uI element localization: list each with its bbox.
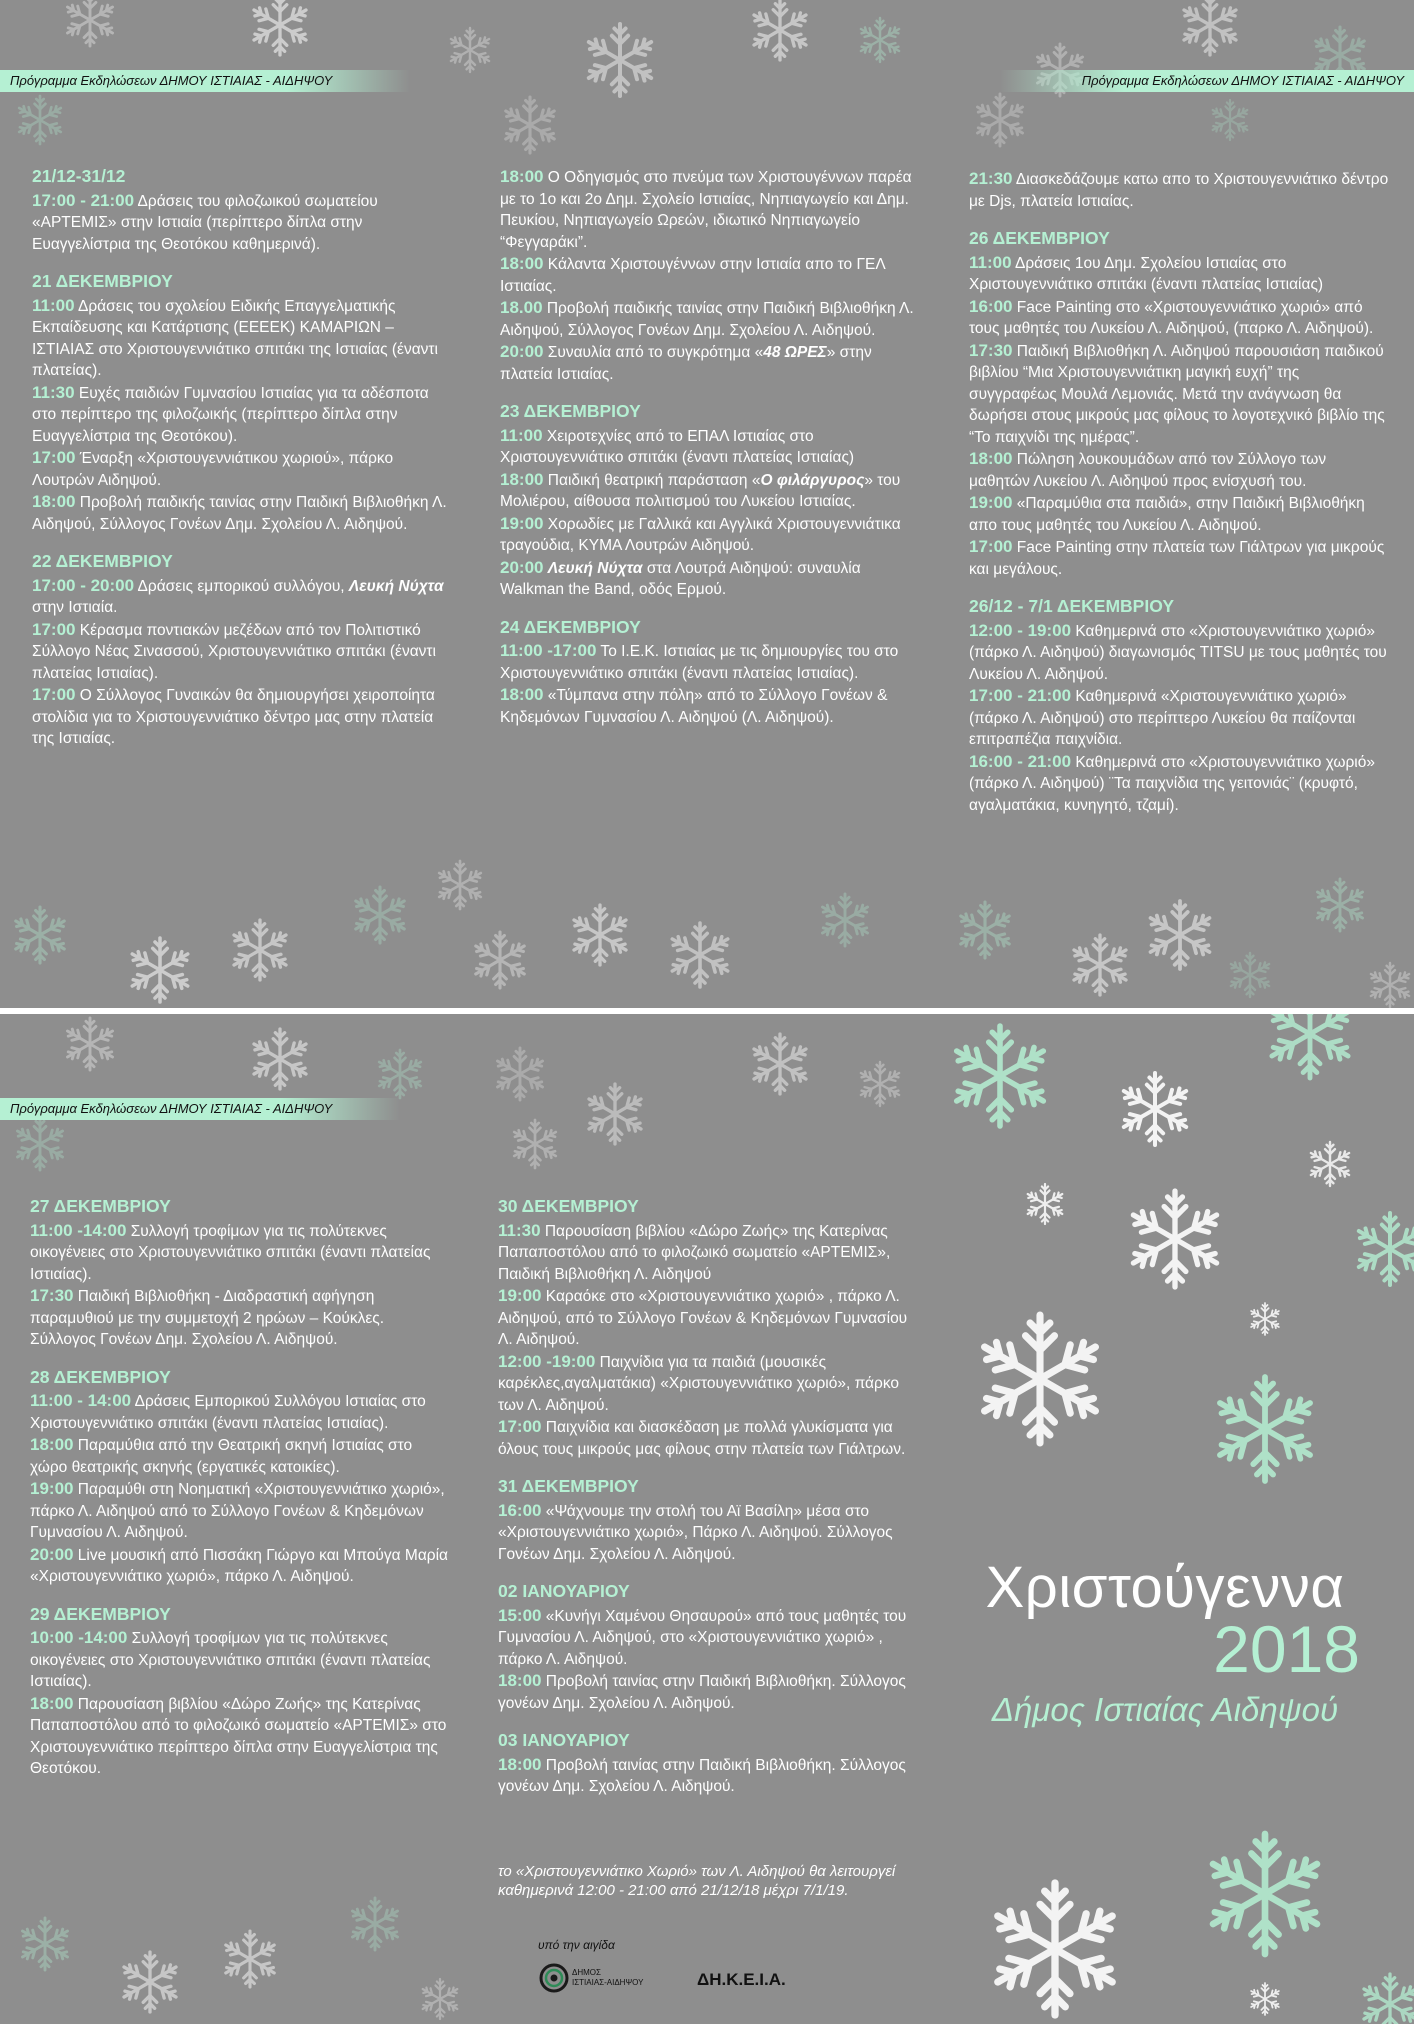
aegis-label: υπό την αιγίδα <box>538 1938 615 1952</box>
day-heading: 21/12-31/12 <box>32 166 126 186</box>
event-item <box>969 448 1389 492</box>
event-time: 18:00 <box>498 1671 542 1690</box>
event-time: 11:00 - 14:00 <box>30 1391 132 1410</box>
snowflake-icon <box>1220 1377 1310 1481</box>
snowflake-icon <box>234 920 286 980</box>
event-text: Παραμύθι στη Νοηματική «Χριστουγεννιάτικο χωριό», πάρκο Λ. Αιδηψού από το Σύλλογο Γονέων & Κηδεμόνων Γυμνασίου Λ. Αιδηψού. <box>30 1481 445 1541</box>
event-time: 19:00 <box>969 493 1013 512</box>
event-time: 17:00 <box>32 448 76 467</box>
event-item <box>500 425 920 469</box>
event-time: 11:00 <box>32 295 75 315</box>
snowflake-icon <box>822 894 867 946</box>
event-item <box>498 1754 918 1798</box>
event-time: 17:00 - 21:00 <box>32 190 135 210</box>
snowflake-icon <box>514 1120 556 1168</box>
event-text: Δράσεις του φιλοζωικού σωματείου «ΑΡΤΕΜΙΣ» στην Ιστιαία (περίπτερο δίπλα στην Ευαγγελίστρια της Θεοτόκου καθημερινά). <box>32 192 378 253</box>
event-text: Live μουσική από Πισσάκη Γιώργο και Μπούγα Μαρία «Χριστουγεννιάτικο χωριό», πάρκο Λ. Αιδηψού. <box>30 1546 449 1585</box>
event-time: 18:00 <box>500 685 544 704</box>
snowflake-icon <box>356 887 404 943</box>
event-time: 18:00 <box>30 1435 74 1454</box>
event-time: 17:00 <box>32 619 76 639</box>
snowflake-icon <box>574 905 626 965</box>
event-time: 18:00 <box>500 254 544 273</box>
snowflake-icon <box>423 1979 458 2019</box>
event-item <box>30 1434 450 1478</box>
logo-text-2: ΙΣΤΙΑΙΑΣ-ΑΙΔΗΨΟΥ <box>572 1978 644 1987</box>
snowflake-icon <box>1251 1303 1279 1335</box>
snowflake-icon <box>977 94 1022 146</box>
snowflake-icon <box>861 1062 899 1106</box>
day-heading: 31 ΔΕΚΕΜΒΡΙΟΥ <box>498 1476 639 1496</box>
event-text-after: στην Ιστιαία. <box>32 599 118 616</box>
snowflake-icon <box>439 861 481 909</box>
schedule-column <box>498 1196 918 1798</box>
event-item <box>498 1285 918 1351</box>
event-time: 11:00 <box>969 252 1012 272</box>
event-time: 10:00 -14:00 <box>30 1628 128 1647</box>
event-text: Παιδική Βιβλιοθήκη - Διαδραστική αφήγηση παραμυθιού με την συμμετοχή 2 ηρώων – Κούκλες. Σύλλογος Γονέων Δημ. Σχολείου Λ. Αιδηψού. <box>30 1288 385 1348</box>
event-item <box>498 1220 918 1286</box>
event-time: 17:00 - 21:00 <box>969 686 1072 705</box>
day-heading: 23 ΔΕΚΕΜΒΡΙΟΥ <box>500 401 641 421</box>
snowflake-icon <box>861 18 899 62</box>
event-text: Προβολή παιδικής ταινίας στην Παιδική Βιβλιοθήκη Λ. Αιδηψού, Σύλλογος Γονέων Δημ. Σχολείου Λ. Αιδηψού. <box>500 300 914 339</box>
event-text: Παιδική Βιβλιοθήκη Λ. Αιδηψού παρουσιάση παιδικού βιβλίου “Μια Χριστουγεννιάτικη μαγική ευχή” της συγγραφέως Μουλά Λεμονιάς. Μετά την ανάγνωση θα δωρήσει στους μικρούς μας φίλους το λογοτεχνικό βιβλίο της “Το παιχνίδι της ημέρας”. <box>969 342 1385 446</box>
event-text: «Κυνήγι Χαμένου Θησαυρού» από τους μαθητές του Γυμνασίου Λ. Αιδηψού, στο «Χριστουγεννιάτικο χωριό» , πάρκο Λ. Αιδηψού. <box>498 1607 907 1668</box>
event-time: 17:00 <box>498 1417 542 1436</box>
day-heading: 24 ΔΕΚΕΜΒΡΙΟΥ <box>500 616 641 637</box>
event-highlight: 48 ΩΡΕΣ <box>763 344 827 361</box>
event-text: Παιχνίδια και διασκέδαση με πολλά γλυκίσματα για όλους τους μικρούς μας φίλους στην πλατεία των Γιάλτρων. <box>498 1419 906 1458</box>
title-main: Χριστούγεννα <box>985 1555 1345 1620</box>
event-time: 17:00 - 20:00 <box>32 575 135 595</box>
event-item <box>498 1416 918 1460</box>
event-item <box>30 1627 450 1693</box>
event-item <box>500 513 920 557</box>
event-text: Face Painting στο «Χριστουγεννιάτικο χωριό» από τους μαθητές του Λυκείου Λ. Αιδηψού, (παρκο Λ. Αιδηψού). <box>969 298 1374 337</box>
snowflake-icon <box>1074 935 1126 995</box>
event-item <box>32 491 452 535</box>
event-text: «Ψάχνουμε την στολή του Αϊ Βασίλη» μέσα στο «Χριστουγεννιάτικο χωριό», Πάρκο Λ. Αιδηψού. Σύλλογος Γονέων Δημ. Σχολείου Λ. Αιδηψού. <box>498 1502 893 1563</box>
event-text: Καθημερινά «Χριστουγεννιάτικο χωριό» (πάρκο Λ. Αιδηψού) στο περίπτερο Λυκείου θα παίζονται επιτραπέζια παιχνίδια. <box>969 688 1356 748</box>
snowflake-icon <box>957 1026 1044 1126</box>
snowflake-icon <box>17 1118 62 1170</box>
event-item <box>30 1693 450 1780</box>
snowflake-icon <box>226 1931 274 1987</box>
event-time: 18:00 <box>969 449 1013 468</box>
event-text: Ευχές παιδιών Γυμνασίου Ιστιαίας για τα αδέσποτα στο περίπτερο της φιλοζωικής (περίπτερο δίπλα στην Ευαγγελίστρια της Θεοτόκου). <box>32 384 429 445</box>
logo-text-1: ΔΗΜΟΣ <box>572 1968 601 1977</box>
village-hours-note: το «Χριστουγεννιάτικο Χωριό» των Λ. Αιδηψού θα λειτουργεί καθημερινά 12:00 - 21:00 από 21/12/18 μέχρι 7/1/19. <box>498 1863 896 1899</box>
event-item <box>30 1285 450 1351</box>
snowflake-icon <box>1272 1014 1348 1078</box>
event-time: 18:00 <box>500 167 544 186</box>
snowflake-icon <box>506 97 554 153</box>
event-item <box>30 1544 450 1588</box>
snowflake-icon <box>754 1034 806 1094</box>
event-text: Κέρασμα ποντιακών μεζέδων από τον Πολιτιστικό Σύλλογο Νέας Σινασσού, Χριστουγεννιάτικο σπιτάκι (έναντι πλατείας Ιστιαίας). <box>32 621 436 682</box>
event-text: Προβολή ταινίας στην Παιδική Βιβλιοθήκη. Σύλλογος γονέων Δημ. Σχολείου Λ. Αιδηψού. <box>498 1756 906 1795</box>
event-time: 20:00 <box>500 557 544 577</box>
header-bar-left <box>0 70 410 92</box>
header-label: Πρόγραμμα Εκδηλώσεων ΔΗΜΟΥ ΙΣΤΙΑΙΑΣ - ΑΙΔΗΨΟΥ <box>10 1101 333 1116</box>
event-time: 12:00 - 19:00 <box>969 620 1072 640</box>
municipality-logo <box>538 1960 678 1996</box>
event-highlight: Λευκή Νύχτα <box>547 559 643 577</box>
event-item <box>500 469 920 513</box>
snowflake-icon <box>754 0 806 60</box>
snowflake-icon <box>1124 1073 1186 1145</box>
event-time: 15:00 <box>498 1605 542 1625</box>
day-heading: 03 ΙΑΝΟΥΑΡΙΟΥ <box>498 1730 630 1750</box>
event-item <box>32 295 452 382</box>
snowflake-icon <box>961 902 1009 958</box>
event-item <box>969 620 1389 686</box>
day-heading: 26 ΔΕΚΕΜΒΡΙΟΥ <box>969 228 1110 248</box>
event-text: Διασκεδάζουμε κατω απο το Χριστουγεννιάτικο δέντρο με Djs, πλατεία Ιστιαίας. <box>969 171 1389 210</box>
event-text: Κάλαντα Χριστουγέννων στην Ιστιαία απο το ΓΕΛ Ιστιαίας. <box>500 256 885 295</box>
snowflake-icon <box>1151 901 1210 969</box>
event-time: 11:00 -14:00 <box>30 1220 127 1240</box>
event-text: Χειροτεχνίες από το ΕΠΑΛ Ιστιαίας στο Χριστουγεννιάτικο σπιτάκι (έναντι πλατείας Ιστιαίας) <box>500 427 855 466</box>
event-item <box>498 1670 918 1714</box>
event-item <box>969 751 1389 817</box>
event-item <box>500 253 920 297</box>
snowflake-icon <box>1371 963 1409 1007</box>
event-text: Παιδική θεατρική παράσταση « <box>543 471 761 489</box>
event-text: Συλλογή τροφίμων για τις πολύτεκνες οικογένειες στο Χριστουγεννιάτικο σπιτάκι (έναντι πλατείας Ιστιαίας). <box>30 1630 431 1690</box>
event-highlight: Λευκή Νύχτα <box>348 577 444 595</box>
event-time: 11:30 <box>32 382 75 402</box>
event-time: 11:00 -17:00 <box>500 641 597 660</box>
day-heading: 27 ΔΕΚΕΜΒΡΙΟΥ <box>30 1196 171 1216</box>
event-text: Δράσεις εμπορικού συλλόγου, <box>134 577 349 595</box>
snowflake-icon <box>497 1048 542 1100</box>
event-item <box>969 492 1389 536</box>
event-item <box>969 168 1389 212</box>
snowflake-icon <box>1364 1974 1414 2024</box>
schedule-column <box>969 168 1389 816</box>
event-time: 11:00 <box>500 425 543 445</box>
event-text: Καραόκε στο «Χριστουγεννιάτικο χωριό» , πάρκο Λ. Αιδηψού, από το Σύλλογο Γονέων & Κηδεμόνων Γυμνασίου Λ. Αιδηψού. <box>498 1288 908 1348</box>
event-item <box>32 190 452 256</box>
snowflake-icon <box>1184 0 1236 55</box>
title-block <box>955 1554 1375 1729</box>
snowflake-icon <box>19 96 61 144</box>
event-text: «Παραμύθια στα παιδιά», στην Παιδική Βιβλιοθήκη απο τους μαθητές του Λυκείου Λ. Αιδηψού. <box>969 495 1365 534</box>
event-time: 20:00 <box>500 342 544 361</box>
snowflake-icon <box>132 938 187 1002</box>
event-item <box>500 166 920 253</box>
snowflake-icon <box>451 28 489 72</box>
day-heading: 26/12 - 7/1 ΔΕΚΕΜΒΡΙΟΥ <box>969 596 1174 616</box>
event-item <box>32 447 452 491</box>
event-text: Παρουσίαση βιβλίου «Δώρο Ζωής» της Κατερίνας Παπαποστόλου από το φιλοζωικό σωματείο «ΑΡΤΕΜΙΣ», Παιδική Βιβλιοθήκη Λ. Αιδηψού <box>498 1222 891 1283</box>
snowflake-icon <box>476 932 524 988</box>
event-time: 18:00 <box>500 469 544 489</box>
event-item <box>32 382 452 448</box>
day-heading: 28 ΔΕΚΕΜΒΡΙΟΥ <box>30 1366 171 1387</box>
event-text: Face Painting στην πλατεία των Γιάλτρων για μικρούς και μεγάλους. <box>969 539 1385 578</box>
day-heading: 29 ΔΕΚΕΜΒΡΙΟΥ <box>30 1603 171 1624</box>
event-time: 19:00 <box>30 1479 74 1498</box>
snowflake-icon <box>589 24 651 96</box>
header-bar-right <box>1000 70 1414 92</box>
event-time: 21:30 <box>969 169 1013 188</box>
event-text: «Τύμπανα στην πόλη» από το Σύλλογο Γονέων & Κηδεμόνων Γυμνασίου Λ. Αιδηψού (Λ. Αιδηψού). <box>500 687 888 726</box>
event-item <box>30 1478 450 1544</box>
event-text: Δράσεις 1ου Δημ. Σχολείου Ιστιαίας στο Χριστουγεννιάτικο σπιτάκι (έναντι πλατείας Ιστιαίας) <box>969 254 1324 293</box>
event-text: Πώληση λουκουμάδων από τον Σύλλογο των μαθητών Λυκείου Λ. Αιδηψού προς ενίσχυσή του. <box>969 451 1327 490</box>
day-heading: 02 ΙΑΝΟΥΑΡΙΟΥ <box>498 1581 630 1601</box>
event-item <box>32 575 452 619</box>
snowflake-icon <box>1213 1834 1317 1954</box>
event-text: Παιχνίδια για τα παιδιά (μουσικές καρέκλες,αγαλματάκια) «Χριστουγεννιάτικο χωριό», πάρκο των Λ. Αιδηψού. <box>498 1353 900 1414</box>
schedule-column <box>500 166 920 728</box>
event-time: 17:00 <box>32 685 76 704</box>
event-item <box>32 684 452 750</box>
program-panel-top <box>0 0 1414 1008</box>
event-text: Καθημερινά στο «Χριστουγεννιάτικο χωριό» (πάρκο Λ. Αιδηψού) ¨Τα παιχνίδια της γειτονιάς¨ (κρυφτό, αγαλματάκια, κυνηγητό, τζαμί). <box>969 753 1375 814</box>
header-label: Πρόγραμμα Εκδηλώσεων ΔΗΜΟΥ ΙΣΤΙΑΙΑΣ - ΑΙΔΗΨΟΥ <box>1081 73 1404 88</box>
event-text: Ο Σύλλογος Γυναικών θα δημιουργήσει χειροποίητα στολίδια για το Χριστουγεννιάτικο δέντρο μας στην πλατεία της Ιστιαίας. <box>32 687 435 747</box>
snowflake-icon <box>254 0 306 55</box>
snowflake-icon <box>1251 1983 1279 2015</box>
event-item <box>969 685 1389 751</box>
event-text: Συναυλία από το συγκρότημα « <box>543 344 764 361</box>
event-text: Ο Οδηγισμός στο πνεύμα των Χριστουγέννων παρέα με το 1ο και 2ο Δημ. Σχολείο Ιστιαίας, Νηπιαγωγείο και Δημ. Πευκίου, Νηπιαγωγείο Ωρεών, ιδιωτικό Νηπιαγωγείο “Φεγγαράκι”. <box>500 169 912 251</box>
event-text-after: στα Λουτρά Αιδηψού: συναυλία Walkman the Band, οδός Ερμού. <box>500 559 861 598</box>
event-time: 18:00 <box>32 492 76 511</box>
header-label: Πρόγραμμα Εκδηλώσεων ΔΗΜΟΥ ΙΣΤΙΑΙΑΣ - ΑΙΔΗΨΟΥ <box>10 73 333 88</box>
title-year: 2018 <box>1213 1612 1360 1686</box>
event-item <box>498 1500 918 1566</box>
snowflake-icon <box>1213 100 1248 140</box>
snowflake-icon <box>998 1883 1112 2015</box>
day-heading: 21 ΔΕΚΕΜΒΡΙΟΥ <box>32 271 173 291</box>
event-item <box>500 684 920 728</box>
event-time: 19:00 <box>498 1286 542 1305</box>
program-panel-bottom <box>0 1014 1414 2024</box>
event-item <box>32 619 452 685</box>
event-item <box>969 296 1389 340</box>
event-time: 17:00 <box>969 537 1013 556</box>
event-highlight: Ο φιλάργυρος <box>760 471 865 489</box>
snowflake-icon <box>1231 953 1269 997</box>
event-time: 18:00 <box>498 1754 542 1774</box>
day-heading: 22 ΔΕΚΕΜΒΡΙΟΥ <box>32 551 173 571</box>
snowflake-icon <box>67 0 112 46</box>
snowflake-icon <box>67 1018 112 1070</box>
snowflake-icon <box>589 1084 641 1144</box>
title-municipality: Δήμος Ιστιαίας Αιδηψού <box>991 1691 1339 1728</box>
event-item <box>30 1220 450 1286</box>
event-time: 16:00 <box>498 1500 542 1520</box>
event-time: 16:00 - 21:00 <box>969 751 1072 771</box>
event-item <box>500 557 920 601</box>
event-time: 12:00 -19:00 <box>498 1351 596 1371</box>
event-item <box>498 1605 918 1671</box>
event-time: 19:00 <box>500 513 544 533</box>
schedule-column <box>32 166 452 750</box>
event-time: 18.00 <box>500 298 543 317</box>
event-item <box>969 536 1389 580</box>
event-item <box>500 341 920 385</box>
snowflake-icon <box>22 1918 67 1970</box>
event-item <box>969 340 1389 449</box>
event-text: Το Ι.Ε.Κ. Ιστιαίας με τις δημιουργίες του στο Χριστουγεννιάτικο σπιτάκι (έναντι πλατείας Ιστιαίας). <box>500 643 899 682</box>
snowflake-icon <box>1028 1184 1063 1224</box>
event-text: Συλλογή τροφίμων για τις πολύτεκνες οικογένειες στο Χριστουγεννιάτικο σπιτάκι (έναντι πλατείας Ιστιαίας). <box>30 1222 431 1283</box>
snowflake-icon <box>672 923 727 987</box>
event-time: 17:30 <box>30 1286 74 1305</box>
event-time: 11:30 <box>498 1220 541 1240</box>
snowflake-icon <box>352 1898 397 1950</box>
event-item <box>500 640 920 684</box>
snowflake-icon <box>985 1315 1096 1443</box>
event-item <box>498 1351 918 1417</box>
event-text: Παραμύθια από την Θεατρική σκηνή Ιστιαίας στο χώρο θεατρικής σκηνής (εργατικές κατοικίες). <box>30 1437 413 1476</box>
event-time: 18:00 <box>30 1693 74 1713</box>
header-bar-left <box>0 1098 400 1120</box>
event-item <box>969 252 1389 296</box>
day-heading: 30 ΔΕΚΕΜΒΡΙΟΥ <box>498 1196 639 1216</box>
event-time: 20:00 <box>30 1544 74 1564</box>
event-text: Παρουσίαση βιβλίου «Δώρο Ζωής» της Κατερίνας Παπαποστόλου από το φιλοζωικό σωματείο «ΑΡΤΕΜΙΣ» στο Χριστουγεννιάτικο περίπτερο δίπλα στην Ευαγγελίστρια της Θεοτόκου. <box>30 1695 447 1777</box>
dikeia-logo: ΔΗ.Κ.Ε.Ι.Α. <box>697 1970 786 1989</box>
event-text-after: » στην πλατεία Ιστιαίας. <box>500 344 872 383</box>
snowflake-icon <box>1317 879 1362 931</box>
event-time: 17:30 <box>969 340 1013 360</box>
snowflake-icon <box>1311 1142 1349 1186</box>
event-item <box>30 1390 450 1434</box>
event-text: Προβολή ταινίας στην Παιδική Βιβλιοθήκη. Σύλλογος γονέων Δημ. Σχολείου Λ. Αιδηψού. <box>498 1673 906 1712</box>
event-text: Δράσεις του σχολείου Ειδικής Επαγγελματικής Εκπαίδευσης και Κατάρτισης (ΕΕΕΕΚ) ΚΑΜΑΡΙΩΝ – ΙΣΤΙΑΙΑΣ στο Χριστουγεννιάτικο σπιτάκι της Ιστιαίας (έναντι πλατείας). <box>32 297 438 379</box>
event-text: Δράσεις Εμπορικού Συλλόγου Ιστιαίας στο Χριστουγεννιάτικο σπιτάκι (έναντι πλατείας Ιστιαίας). <box>30 1393 426 1432</box>
snowflake-icon <box>1133 1191 1216 1287</box>
snowflake-icon <box>379 1050 421 1098</box>
event-item <box>500 297 920 341</box>
event-text: Καθημερινά στο «Χριστουγεννιάτικο χωριό» (πάρκο Λ. Αιδηψού) διαγωνισμός TITSU με τους μαθητές του Λυκείου Λ. Αιδηψού. <box>969 622 1387 683</box>
event-text-after: » του Μολιέρου, αίθουσα πολιτισμού του Λυκείου Ιστιαίας. <box>500 471 901 510</box>
event-text: Χορωδίες με Γαλλικά και Αγγλικά Χριστουγεννιάτικα τραγούδια, ΚΥΜΑ Λουτρών Αιδηψού. <box>500 515 901 554</box>
snowflake-icon <box>254 1029 306 1089</box>
schedule-column <box>30 1196 450 1780</box>
snowflake-icon <box>1359 1213 1414 1285</box>
snowflake-icon <box>124 1952 176 2012</box>
event-text: Προβολή παιδικής ταινίας στην Παιδική Βιβλιοθήκη Λ. Αιδηψού, Σύλλογος Γονέων Δημ. Σχολείου Λ. Αιδηψού. <box>32 494 447 533</box>
event-text: Έναρξη «Χριστουγεννιάτικου χωριού», πάρκο Λουτρών Αιδηψού. <box>32 450 394 489</box>
event-time: 16:00 <box>969 296 1013 316</box>
snowflake-icon <box>16 907 64 963</box>
